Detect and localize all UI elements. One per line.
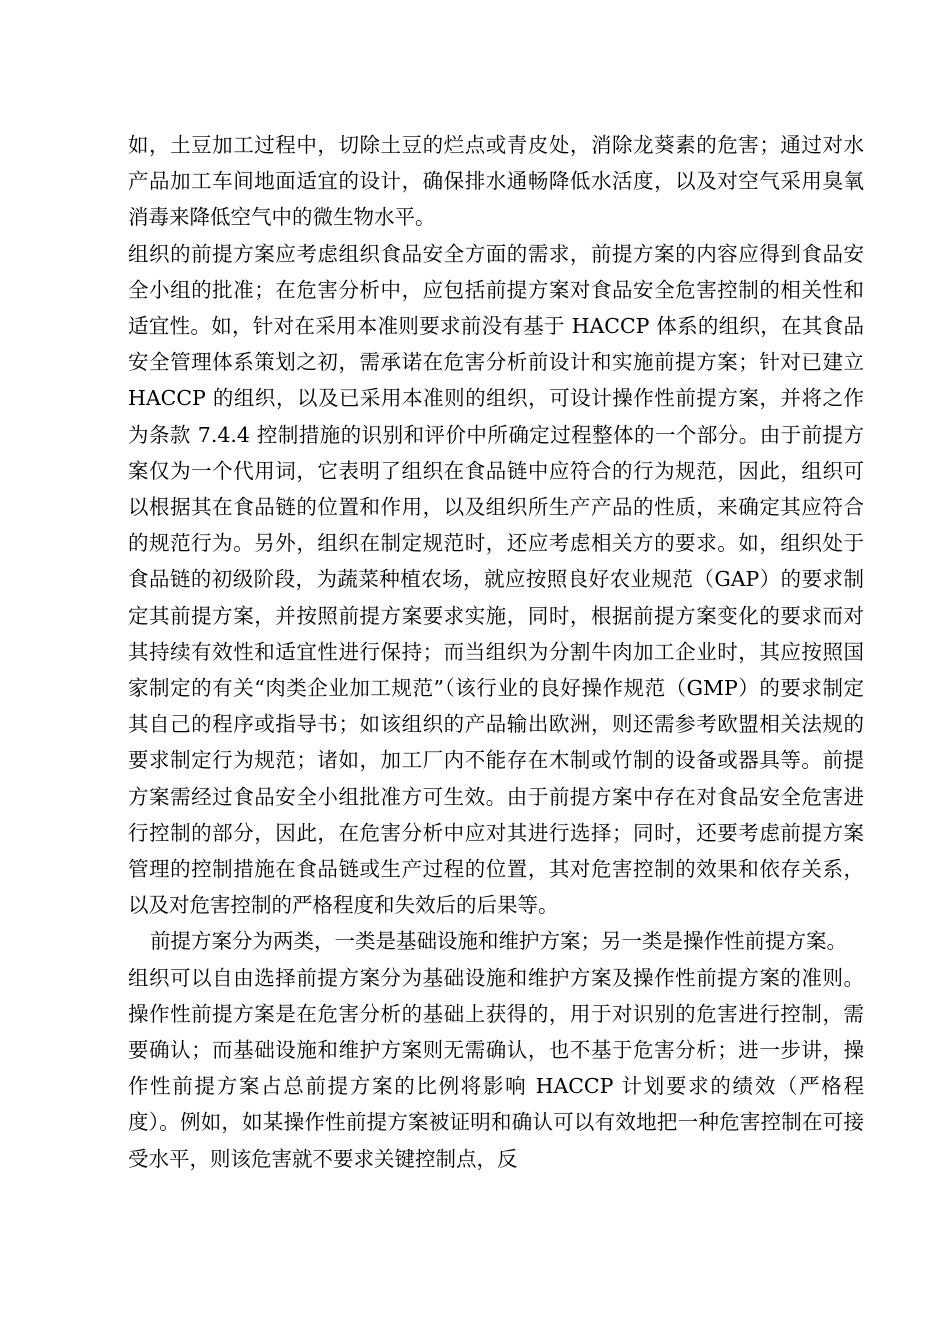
paragraph-1: 如，土豆加工过程中，切除土豆的烂点或青皮处，消除龙葵素的危害；通过对水产品加工车间地面适宜的设计，确保排水通畅降低水活度，以及对空气采用臭氧消毒来降低空气中的微生物水平。 [128,133,864,230]
paragraph-3: 前提方案分为两类，一类是基础设施和维护方案；另一类是操作性前提方案。 [150,929,847,954]
paragraph-4: 组织可以自由选择前提方案分为基础设施和维护方案及操作性前提方案的准则。操作性前提方案是在危害分析的基础上获得的，用于对识别的危害进行控制，需要确认；而基础设施和维护方案则无需确认，也不基于危害分析；进一步讲，操作性前提方案占总前提方案的比例将影响 HACCP 计划要求的绩效（严格程度）。例如，如某操作性前提方案被证明和确认可以有效地把一种危害控制在可接受水平，则该危害就不要求关键控制点，反 [128,965,864,1171]
document-body [128,127,864,1177]
paragraph-2: 组织的前提方案应考虑组织食品安全方面的需求，前提方案的内容应得到食品安全小组的批准；在危害分析中，应包括前提方案对食品安全危害控制的相关性和适宜性。如，针对在采用本准则要求前没有基于 HACCP 体系的组织，在其食品安全管理体系策划之初，需承诺在危害分析前设计和实施前提方案；针对已建立 HACCP 的组织，以及已采用本准则的组织，可设计操作性前提方案，并将之作为条款 7.4.4 控制措施的识别和评价中所确定过程整体的一个部分。由于前提方案仅为一个代用词，它表明了组织在食品链中应符合的行为规范，因此，组织可以根据其在食品链的位置和作用，以及组织所生产产品的性质，来确定其应符合的规范行为。另外，组织在制定规范时，还应考虑相关方的要求。如，组织处于食品链的初级阶段，为蔬菜种植农场，就应按照良好农业规范（GAP）的要求制定其前提方案，并按照前提方案要求实施，同时，根据前提方案变化的要求而对其持续有效性和适宜性进行保持；而当组织为分割牛肉加工企业时，其应按照国家制定的有关“肉类企业加工规范”（该行业的良好操作规范（GMP）的要求制定其自己的程序或指导书；如该组织的产品输出欧洲，则还需参考欧盟相关法规的要求制定行为规范；诸如，加工厂内不能存在木制或竹制的设备或器具等。前提方案需经过食品安全小组批准方可生效。由于前提方案中存在对食品安全危害进行控制的部分，因此，在危害分析中应对其进行选择；同时，还要考虑前提方案管理的控制措施在食品链或生产过程的位置，其对危害控制的效果和依存关系，以及对危害控制的严格程度和失效后的后果等。 [128,241,864,918]
